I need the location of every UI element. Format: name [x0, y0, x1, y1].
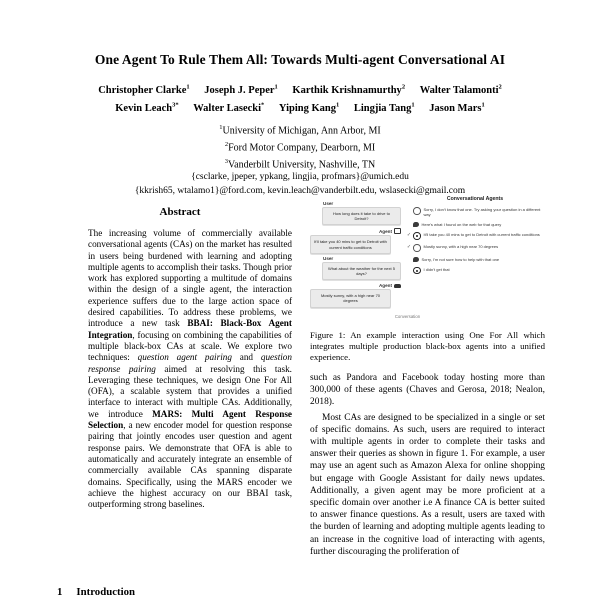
assistant-icon [413, 222, 419, 228]
agent-response-row: I didn't get that [405, 267, 545, 275]
body-paragraph: Most CAs are designed to be specialized in a single or set of specific domains. As such, users are required to interact with multiple agents in order to complete their tasks and answer their queries as shown in figure 1. For example, a user may use an agent such as Amazon Alexa for online shopping but engage with Google Assistant for daily news updates. Additionally, a given agent may be more proficient at a specific domain over another i.e A finance CA is better suited to answer finance questions. As a result, users are taxed with the burden of learning and adopting multiple agents leading to an increase in the cognitive load of interacting with agents, further discouraging the proliferation of [310, 412, 545, 557]
figure-caption: Figure 1: An example interaction using One For All which integrates multiple production black-box agents into a unified experience. [310, 330, 545, 362]
agent-chat-bubble: It'll take you 40 mins to get to Detroit with current traffic conditions [310, 235, 391, 253]
mars-model-name: MARS: Multi Agent Response Selection [88, 408, 292, 431]
agent-response-row: Here's what I found on the web for that query [405, 222, 545, 228]
author: Walter Lasecki* [193, 101, 265, 114]
author-line-2 [10, 98, 590, 116]
right-column [310, 193, 545, 558]
author: Walter Talamonti$^2$ [419, 83, 502, 96]
agent-circle-icon [413, 244, 421, 252]
agent-response-row: ✓ It'll take you 40 mins to get to Detroit with current traffic conditions [406, 232, 540, 239]
abstract-text: The increasing volume of commercially available conversational agents (CAs) on the market has resulted in users being burdened with learning and adopting multiple agents to accomplish their tasks. Though prior work has explored supporting a multitude of domains within the design of a single agent, the interaction experience suffers due to the large action space of desired capabilities. To address these problems, we introduce a new task BBAI: Black-Box Agent Integration, focusing on combining the capabilities of multiple black-box CAs at scale. We explore two techniques: question agent pairing and question response pairing aimed at resolving this task. Leveraging these techniques, we design One For All (OFA), a scalable system that provides a unified interface to interact with multiple CAs. Additionally, we introduce MARS: Multi Agent Response Selection, a new encoder model for question response pairing that jointly encodes user question and agent response pairs. We demonstrate that OFA is able to automatically and accurately integrate an ensemble of commercially available CAs spanning disparate domains. Specifically, using the MARS encoder we achieve the highest accuracy on our BBAI task, outperforming strong baselines. [88, 228, 292, 510]
email-line: {kkrish65, wtalamo1}@ford.com, kevin.leach@vanderbilt.edu, wslasecki@gmail.com [134, 185, 466, 196]
user-chat-bubble: What about the weather for the next 5 days? [322, 262, 401, 280]
author: Kevin Leach$^{3*}$ [115, 101, 179, 114]
assistant-icon [413, 257, 419, 263]
author: Karthik Krishnamurthy$^2$ [292, 83, 406, 96]
author: Joseph J. Peper$^1$ [204, 83, 278, 96]
agent-response-row: Sorry, I don't know that one. Try asking your question in a different way [405, 207, 545, 217]
author: Yiping Kang$^1$ [278, 101, 340, 114]
figure-1 [310, 193, 545, 326]
panel-header: Conversational Agents [446, 196, 504, 202]
left-column [55, 206, 305, 510]
check-icon: ✓ [406, 232, 412, 239]
conversational-agents-panel [405, 193, 545, 279]
car-icon [394, 284, 401, 288]
agent-robot-icon [394, 228, 401, 234]
paper-title: One Agent To Rule Them All: Towards Multi-agent Conversational AI [94, 52, 506, 67]
affiliation-line: $^2$Ford Motor Company, Dearborn, MI [224, 140, 376, 154]
abstract-heading: Abstract [159, 206, 201, 218]
author: Lingjia Tang$^1$ [353, 101, 415, 114]
author: Christopher Clarke$^1$ [98, 83, 190, 96]
user-chat-bubble: How long does it take to drive to Detroit? [322, 207, 401, 225]
author: Jason Mars$^1$ [429, 101, 485, 114]
agent-response-row: Sorry, I'm not sure how to help with that one [405, 257, 545, 263]
bot-icon [413, 232, 421, 240]
affiliations [0, 121, 600, 198]
affiliation-line: $^3$Vanderbilt University, Nashville, TN [224, 157, 376, 170]
figure-footer-label: Conversation [394, 314, 421, 319]
agent-label: Agent [310, 228, 401, 234]
agent-chat-bubble: Mostly sunny, with a high near 70 degrees [310, 289, 391, 307]
author-list [10, 80, 590, 116]
section-heading-introduction: 1 Introduction [57, 586, 136, 598]
user-label: User [323, 255, 334, 261]
check-icon: ✓ [406, 244, 412, 251]
agent-response-row: ✓ Mostly sunny, with a high near 70 degrees [406, 244, 499, 251]
agent-label: Agent [310, 283, 401, 288]
user-label: User [323, 201, 334, 206]
author-line-1 [10, 80, 590, 98]
email-line: {csclarke, jpeper, ypkang, lingjia, profmars}@umich.edu [191, 172, 409, 183]
bbai-task-name: BBAI: Black-Box Agent Integration [88, 318, 292, 340]
bot-icon [413, 267, 421, 275]
agent-circle-icon [413, 207, 421, 215]
body-paragraph: such as Pandora and Facebook today hosting more than 300,000 of these agents (Chaves and Gerosa, 2018; Nealon, 2018). [310, 373, 545, 408]
affiliation-line: $^1$University of Michigan, Ann Arbor, MI [219, 124, 381, 137]
figure-chat-panel [310, 199, 403, 308]
